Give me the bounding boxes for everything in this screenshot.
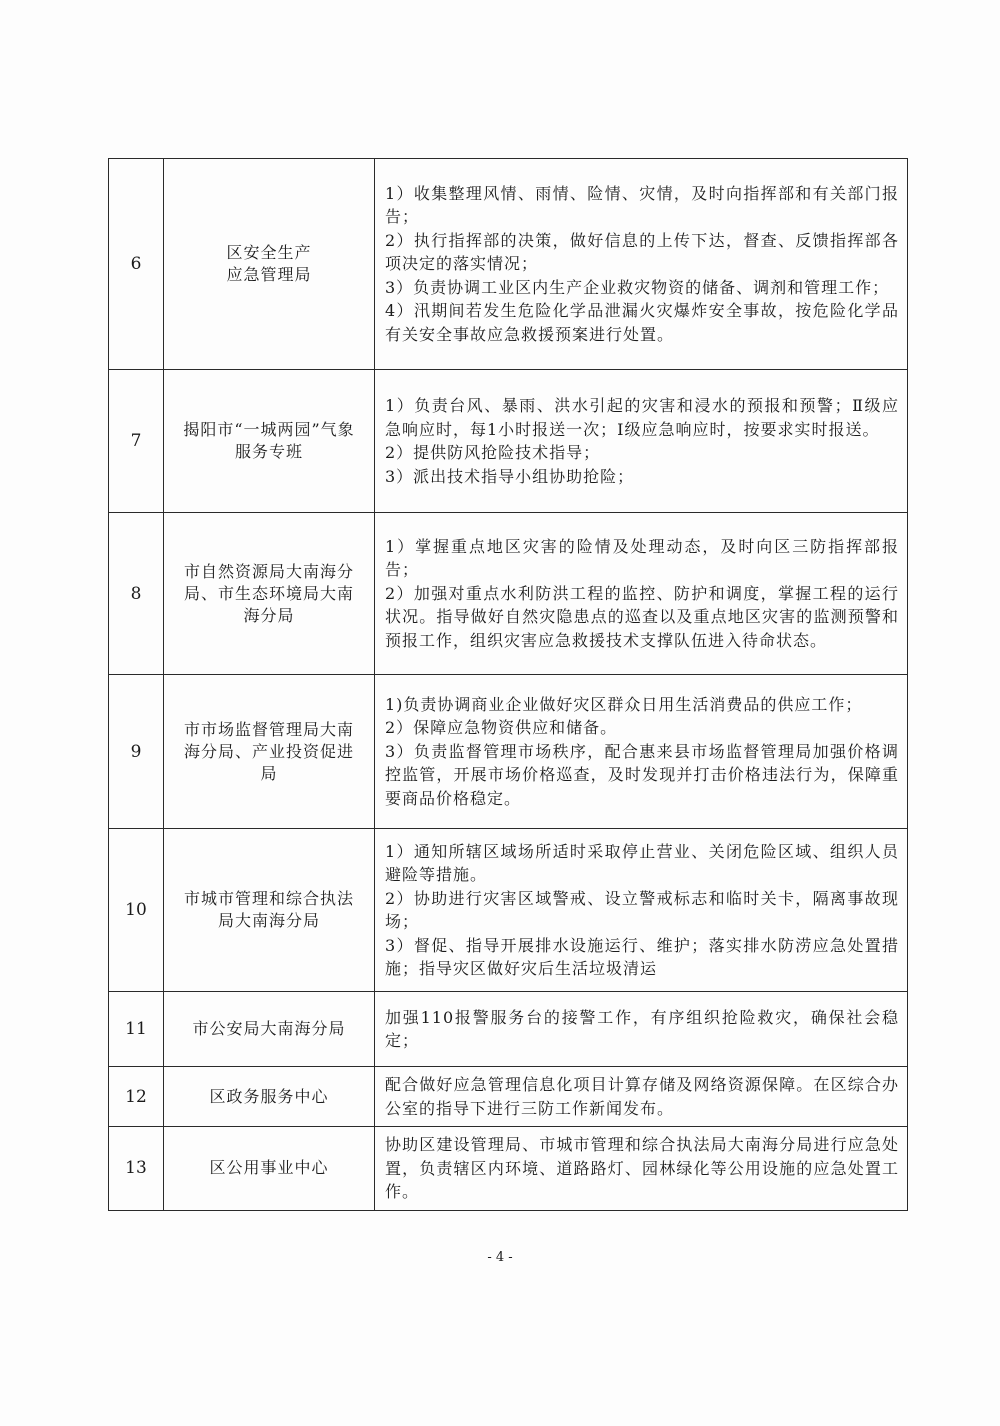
responsibility-table — [108, 158, 908, 1211]
department-name: 市自然资源局大南海分局、市生态环境局大南海分局 — [164, 513, 375, 675]
duty-cell — [375, 992, 908, 1067]
table-row — [109, 829, 908, 992]
department-name-text: 区安全生产 应急管理局 — [226, 243, 312, 284]
table-row — [109, 513, 908, 675]
duty-item: 3）负责监督管理市场秩序，配合惠来县市场监督管理局加强价格调控监管，开展市场价格巡查，及时发现并打击价格违法行为，保障重要商品价格稳定。 — [385, 741, 899, 808]
duty-cell — [375, 829, 908, 992]
table-row — [109, 1127, 908, 1211]
page-number: - 4 - — [487, 1250, 513, 1265]
duty-item: 2）加强对重点水利防洪工程的监控、防护和调度，掌握工程的运行状况。指导做好自然灾隐患点的巡查以及重点地区灾害的监测预警和预报工作，组织灾害应急救援技术支撑队伍进入待命状态。 — [385, 583, 899, 650]
department-name: 揭阳市“一城两园”气象服务专班 — [164, 370, 375, 513]
row-number: 7 — [109, 370, 164, 513]
department-name: 市城市管理和综合执法局大南海分局 — [164, 829, 375, 992]
duty-item: 1）收集整理风情、雨情、险情、灾情，及时向指挥部和有关部门报告； — [385, 183, 899, 227]
duty-item: 2）协助进行灾害区域警戒、设立警戒标志和临时关卡，隔离事故现场； — [385, 888, 899, 931]
duty-item: 3）负责协调工业区内生产企业救灾物资的储备、调剂和管理工作； — [385, 277, 890, 297]
row-number: 12 — [109, 1067, 164, 1127]
table-body — [109, 159, 908, 1211]
table-row — [109, 370, 908, 513]
department-name: 市公安局大南海分局 — [164, 992, 375, 1067]
duty-item: 1）掌握重点地区灾害的险情及处理动态，及时向区三防指挥部报告； — [385, 536, 899, 580]
duty-item: 3）派出技术指导小组协助抢险； — [385, 466, 635, 486]
duty-item: 1）负责台风、暴雨、洪水引起的灾害和浸水的预报和预警；Ⅱ级应急响应时，每1小时报送一次；Ⅰ级应急响应时，按要求实时报送。 — [385, 396, 899, 439]
duty-cell — [375, 159, 908, 370]
department-name: 市市场监督管理局大南海分局、产业投资促进局 — [164, 675, 375, 829]
duty-cell — [375, 513, 908, 675]
duty-item: 2）保障应急物资供应和储备。 — [385, 718, 618, 738]
row-number: 10 — [109, 829, 164, 992]
duty-item: 加强110报警服务台的接警工作，有序组织抢险救灾，确保社会稳定； — [385, 1007, 899, 1050]
department-name — [164, 159, 375, 370]
row-number: 6 — [109, 159, 164, 370]
row-number: 11 — [109, 992, 164, 1067]
duty-cell — [375, 1067, 908, 1127]
duty-item: 2）执行指挥部的决策，做好信息的上传下达，督查、反馈指挥部各项决定的落实情况； — [385, 230, 899, 274]
duty-item: 4）汛期间若发生危险化学品泄漏火灾爆炸安全事故，按危险化学品有关安全事故应急救援预案进行处置。 — [385, 301, 899, 344]
table-row — [109, 675, 908, 829]
duty-item: 1）通知所辖区域场所适时采取停止营业、关闭危险区域、组织人员避险等措施。 — [385, 841, 899, 884]
duty-item: 协助区建设管理局、市城市管理和综合执法局大南海分局进行应急处置，负责辖区内环境、道路路灯、园林绿化等公用设施的应急处置工作。 — [385, 1135, 899, 1201]
table-row — [109, 1067, 908, 1127]
duty-cell — [375, 675, 908, 829]
row-number: 8 — [109, 513, 164, 675]
duty-item: 2）提供防风抢险技术指导； — [385, 443, 601, 462]
department-name: 区公用事业中心 — [164, 1127, 375, 1211]
row-number: 13 — [109, 1127, 164, 1211]
duty-cell — [375, 1127, 908, 1211]
duty-item: 3）督促、指导开展排水设施运行、维护；落实排水防涝应急处置措施；指导灾区做好灾后生活垃圾清运 — [385, 935, 899, 978]
duty-item: 1)负责协调商业企业做好灾区群众日用生活消费品的供应工作； — [385, 694, 863, 714]
row-number: 9 — [109, 675, 164, 829]
table-row — [109, 159, 908, 370]
duty-cell — [375, 370, 908, 513]
duty-item: 配合做好应急管理信息化项目计算存储及网络资源保障。在区综合办公室的指导下进行三防工作新闻发布。 — [385, 1075, 899, 1118]
table-row — [109, 992, 908, 1067]
department-name: 区政务服务中心 — [164, 1067, 375, 1127]
